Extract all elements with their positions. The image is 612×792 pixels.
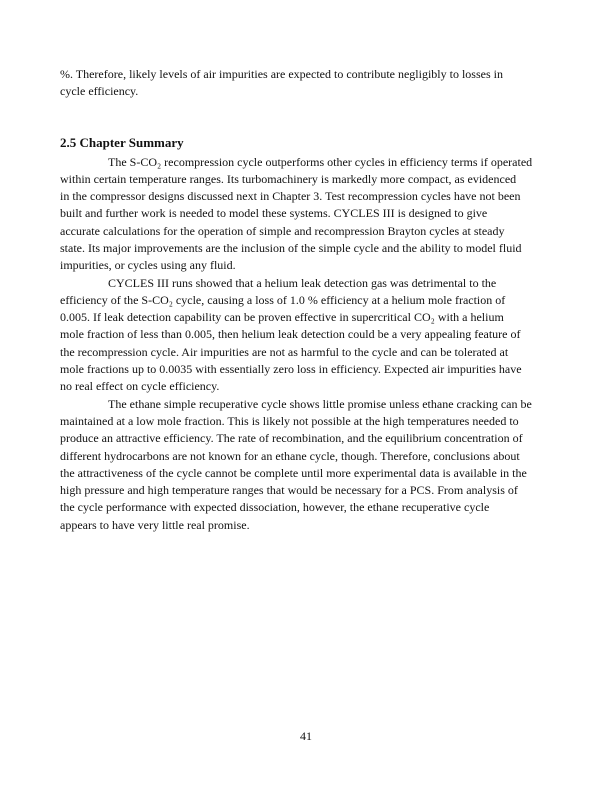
text-line: The S-CO₂ recompression cycle outperforms other cycles in efficiency terms if operated [108,154,533,169]
text-line: mole fractions up to 0.0035 with essentially zero loss in efficiency. Expected air impurities have [60,362,522,377]
text-line: in the compressor designs discussed next in Chapter 3. Test recompression cycles have not been [60,189,521,204]
text-line: the attractiveness of the cycle cannot be complete until more experimental data is available in the [60,465,527,480]
text-line: maintained at a low mole fraction. This is likely not possible at the high temperatures needed to [60,413,519,428]
text-line: state. Its major improvements are the inclusion of the simple cycle and the ability to model fluid [60,240,522,255]
paragraph-2 [60,275,560,396]
text-line: %. Therefore, likely levels of air impurities are expected to contribute negligibly to losses in [60,67,503,81]
text-line: impurities, or cycles using any fluid. [60,258,236,273]
page-number: 41 [300,729,312,743]
text-line: The ethane simple recuperative cycle shows little promise unless ethane cracking can be [108,396,532,411]
text-line: no real effect on cycle efficiency. [60,379,220,394]
text-line: efficiency of the S-CO₂ cycle, causing a loss of 1.0 % efficiency at a helium mole fraction of [60,292,506,307]
text-line: appears to have very little real promise. [60,517,250,532]
text-line: built and further work is needed to model these systems. CYCLES III is designed to give [60,206,488,221]
intro-paragraph [60,66,560,101]
text-line: 0.005. If leak detection capability can be proven effective in supercritical CO₂ with a helium [60,310,504,325]
text-line: CYCLES III runs showed that a helium leak detection gas was detrimental to the [108,275,497,290]
section-heading: 2.5 Chapter Summary [60,135,184,150]
text-line: the recompression cycle. Air impurities are not as harmful to the cycle and can be tolerated at [60,344,509,359]
summary-body [60,154,560,535]
text-line: the cycle performance with expected dissociation, however, the ethane recuperative cycle [60,500,490,515]
text-line: accurate calculations for the operation of simple and recompression Brayton cycles at steady [60,223,505,238]
text-line: mole fraction of less than 0.005, then helium leak detection could be a very appealing feature of [60,327,521,342]
text-line: high pressure and high temperature ranges that would be necessary for a PCS. From analysis of [60,483,518,498]
text-line: different hydrocarbons are not known for an ethane cycle, though. Therefore, conclusions about [60,448,520,463]
text-line: produce an attractive efficiency. The rate of recombination, and the equilibrium concentration of [60,431,523,446]
paragraph-1 [60,154,560,275]
text-line: cycle efficiency. [60,84,139,99]
paragraph-3 [60,396,560,534]
text-line: within certain temperature ranges. Its turbomachinery is markedly more compact, as evidenced [60,171,517,186]
